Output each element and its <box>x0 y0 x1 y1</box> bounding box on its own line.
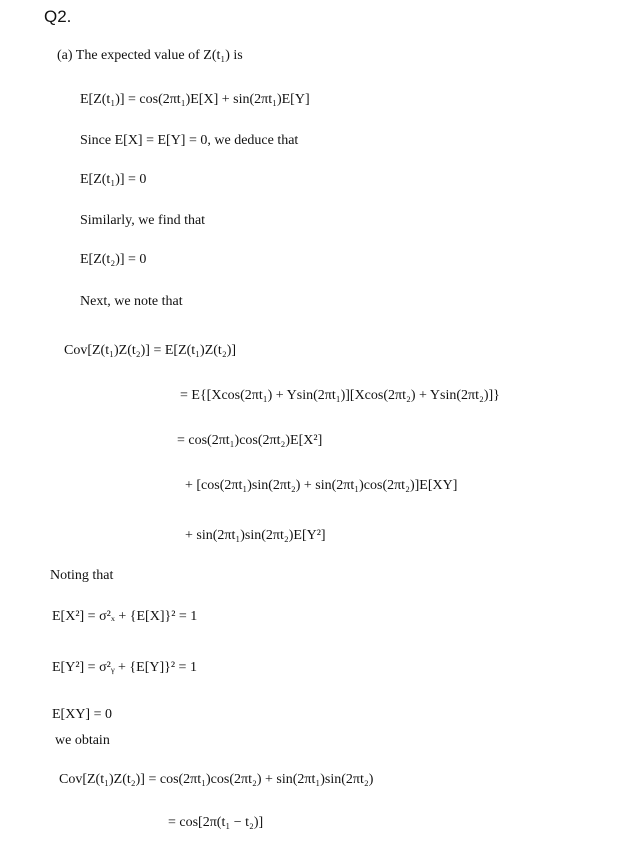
text-similarly: Similarly, we find that <box>80 213 206 228</box>
question-number: Q2. <box>44 7 72 26</box>
part-a-intro: (a) The expected value of Z(t₁) is <box>57 48 243 63</box>
equation-expected-z-t1-zero: E[Z(t₁)] = 0 <box>80 172 147 187</box>
equation-cov-term2: + [cos(2πt₁)sin(2πt₂) + sin(2πt₁)cos(2πt₂)]E[XY] <box>185 478 458 493</box>
equation-cov-term1: = cos(2πt₁)cos(2πt₂)E[X²] <box>177 433 323 448</box>
equation-ey2: E[Y²] = σ²ᵧ + {E[Y]}² = 1 <box>52 660 197 675</box>
equation-cov-final: = cos[2π(t₁ − t₂)] <box>168 815 264 830</box>
equation-expected-z-t2-zero: E[Z(t₂)] = 0 <box>80 252 147 267</box>
equation-exy: E[XY] = 0 <box>52 707 112 722</box>
equation-cov-term3: + sin(2πt₁)sin(2πt₂)E[Y²] <box>185 528 326 543</box>
equation-cov-expand: = E{[Xcos(2πt₁) + Ysin(2πt₁)][Xcos(2πt₂) + Ysin(2πt₂)]} <box>180 388 500 403</box>
equation-ex2: E[X²] = σ²ₓ + {E[X]}² = 1 <box>52 609 198 624</box>
equation-cov-definition: Cov[Z(t₁)Z(t₂)] = E[Z(t₁)Z(t₂)] <box>64 343 237 358</box>
text-since: Since E[X] = E[Y] = 0, we deduce that <box>80 133 299 148</box>
equation-cov-result: Cov[Z(t₁)Z(t₂)] = cos(2πt₁)cos(2πt₂) + sin(2πt₁)sin(2πt₂) <box>59 772 374 787</box>
equation-expected-z-t1: E[Z(t₁)] = cos(2πt₁)E[X] + sin(2πt₁)E[Y] <box>80 92 310 107</box>
text-noting: Noting that <box>50 568 114 583</box>
text-next: Next, we note that <box>80 294 183 309</box>
text-we-obtain: we obtain <box>55 733 110 748</box>
